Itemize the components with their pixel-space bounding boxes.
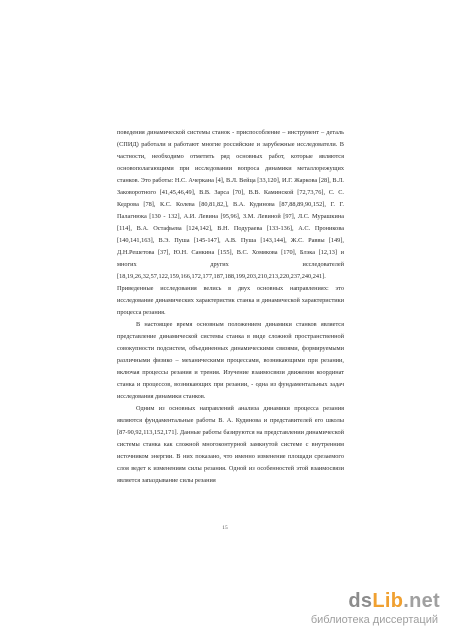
document-body	[117, 127, 344, 487]
watermark-brand-net: .net	[403, 590, 440, 612]
paragraph-4: Одним из основных направлений анализа динамики процесса резания являются фундаментальные работы В. А. Кудинова и представителей его школы [87-90,92,113,152,171]. Данные работы базируются на представлении динамической системы станка как сложной многоконтурной замкнутой системе с внутренним источником энергии. В них показано, что именно изменение площади срезаемого слоя ведет к изменениям силы резания. Одной из особенностей этой взаимосвязи является запаздывание силы резания	[117, 405, 344, 484]
dslib-watermark-logo	[290, 590, 440, 630]
paragraph-3: В настоящее время основным положением динамики станков является представление динамической системы станка в виде сложной пространственной совокупности подсистем, объединенных динамическими связями, формируемыми различными физико – механическими процессами, возникающими при резании, включая процессы резания и трения. Изучение взаимосвязи движения координат станка и процессов, возникающих при резании, - одна из фундаментальных задач исследования динамики станков.	[117, 321, 344, 400]
page-number: 15	[222, 525, 228, 531]
paragraph-1: поведения динамической системы станок - приспособление – инструмент – деталь (СПИД) работали и работают многие российские и зарубежные исследователи. В частности, необходимо отметить ряд основных работ, которые являются основополагающими при исследовании вопроса динамики металлорежущих станков. Это работы: Н.С. Ачеркана [4], В.Л. Вейца [33,120], И.Г. Жаркова [28], В.Л. Заковоротного [41,45,46,49], В.В. Зарса [70], В.В. Каминской [72,73,76], С. С. Кедрова [78], К.С. Колева [80,81,82,], В.А. Кудинова [87,88,89,90,152], Г. Г. Палагнюка [130 - 132], А.И. Левина [95,96], З.М. Левиной [97], Л.С. Мурашкина [114], В.А. Остафьева [124,142], В.Н. Подураева [133-136], А.С. Проникова [140,141,163], В.Э. Пуша [145-147], А.В. Пуша [143,144], Ж.С. Раввы [149], Д.Н.Решетова [37], Ю.Н. Санкина [155], В.С. Хомякова [170], Блэка [12,13] и многих других исследователей [18,19,26,32,57,122,159,166,172,177,187,188,199,203,210,213,220,237,240,241].	[117, 129, 344, 280]
watermark-subtitle: библиотека диссертаций	[310, 614, 438, 626]
watermark-brand-lib: Lib	[372, 590, 404, 612]
watermark-brand	[348, 590, 440, 613]
paragraph-2: Приведенные исследования велись в двух основных направлениях: это исследование динамических характеристик станка и динамической характеристики процесса резания.	[117, 285, 344, 316]
watermark-brand-ds: ds	[348, 590, 373, 612]
